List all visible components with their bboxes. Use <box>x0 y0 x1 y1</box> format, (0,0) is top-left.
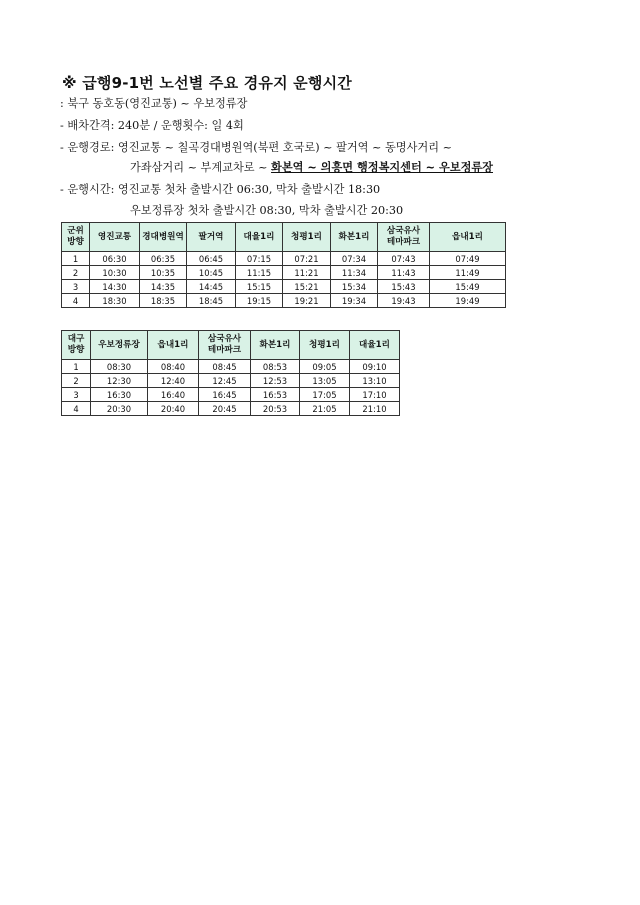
departure-time-cell: 13:10 <box>350 374 400 388</box>
table-row <box>62 360 400 374</box>
gunwi-direction-table <box>61 222 506 308</box>
table-header-row <box>62 223 506 252</box>
table-header-row <box>62 331 400 360</box>
departure-time-cell: 18:35 <box>140 294 187 308</box>
interval-line: - 배차간격: 240분 / 운행횟수: 일 4회 <box>60 119 244 132</box>
departure-time-cell: 21:10 <box>350 402 400 416</box>
departure-time-cell: 20:30 <box>91 402 148 416</box>
stop-header <box>90 223 140 252</box>
departure-time-cell: 15:15 <box>236 280 283 294</box>
trip-number-cell: 2 <box>62 374 91 388</box>
departure-time-cell: 11:49 <box>430 266 506 280</box>
departure-time-cell: 10:45 <box>187 266 236 280</box>
departure-time-cell: 18:45 <box>187 294 236 308</box>
departure-time-cell: 10:30 <box>90 266 140 280</box>
stop-header <box>283 223 331 252</box>
stop-header-text: 화본1리 <box>259 339 291 350</box>
departure-time-cell: 07:34 <box>331 252 378 266</box>
stop-header-text: 우보정류장 <box>98 339 140 350</box>
departure-time-cell: 20:40 <box>148 402 199 416</box>
departure-time-cell: 15:49 <box>430 280 506 294</box>
stop-header <box>251 331 300 360</box>
table-row <box>62 388 400 402</box>
stop-header-text: 대율1리 <box>359 339 390 350</box>
departure-time-cell: 06:30 <box>90 252 140 266</box>
direction-header-text: 군위 <box>67 226 84 237</box>
direction-header-text: 방향 <box>67 237 84 247</box>
departure-time-cell: 10:35 <box>140 266 187 280</box>
departure-time-cell: 12:53 <box>251 374 300 388</box>
stop-header-text: 청평1리 <box>291 231 322 242</box>
stop-header-text: 테마파크 <box>207 345 242 355</box>
departure-time-cell: 19:43 <box>378 294 430 308</box>
departure-time-cell: 11:43 <box>378 266 430 280</box>
route-line: : 북구 동호동(영진교통) ~ 우보정류장 <box>60 97 248 110</box>
departure-time-cell: 20:53 <box>251 402 300 416</box>
departure-time-cell: 12:40 <box>148 374 199 388</box>
path-line-2-plain: 가좌삼거리 ~ 부계교차로 ~ <box>130 161 272 174</box>
path-line-2-highlight: 화본역 ~ 의흥면 행정복지센터 ~ 우보정류장 <box>271 161 493 174</box>
page-title: ※ 급행9-1번 노선별 주요 경유지 운행시간 <box>62 74 352 92</box>
departure-time-cell: 08:30 <box>91 360 148 374</box>
direction-header <box>62 223 90 252</box>
departure-time-cell: 07:49 <box>430 252 506 266</box>
departure-time-cell: 07:21 <box>283 252 331 266</box>
path-line-1: - 운행경로: 영진교통 ~ 칠곡경대병원역(북편 호국로) ~ 팔거역 ~ 동명사거리 ~ <box>60 141 452 154</box>
departure-time-cell: 09:10 <box>350 360 400 374</box>
time-line-1: - 운행시간: 영진교통 첫차 출발시간 06:30, 막차 출발시간 18:30 <box>60 183 381 196</box>
stop-header-text: 경대병원역 <box>142 231 184 242</box>
departure-time-cell: 12:45 <box>199 374 251 388</box>
departure-time-cell: 16:30 <box>91 388 148 402</box>
departure-time-cell: 20:45 <box>199 402 251 416</box>
departure-time-cell: 11:21 <box>283 266 331 280</box>
stop-header-text: 팔거역 <box>198 231 224 242</box>
stop-header-text: 읍내1리 <box>452 231 483 242</box>
departure-time-cell: 12:30 <box>91 374 148 388</box>
stop-header-text: 화본1리 <box>338 231 370 242</box>
departure-time-cell: 07:43 <box>378 252 430 266</box>
trip-number-cell: 4 <box>62 294 90 308</box>
departure-time-cell: 08:40 <box>148 360 199 374</box>
stop-header-text: 대율1리 <box>243 231 275 242</box>
table-row <box>62 374 400 388</box>
departure-time-cell: 11:34 <box>331 266 378 280</box>
departure-time-cell: 08:45 <box>199 360 251 374</box>
stop-header-text: 삼국유사 <box>386 226 421 237</box>
departure-time-cell: 15:21 <box>283 280 331 294</box>
stop-header <box>91 331 148 360</box>
departure-time-cell: 06:35 <box>140 252 187 266</box>
departure-time-cell: 13:05 <box>300 374 350 388</box>
stop-header-text: 영진교통 <box>97 231 132 242</box>
departure-time-cell: 06:45 <box>187 252 236 266</box>
table-row <box>62 252 506 266</box>
stop-header <box>236 223 283 252</box>
departure-time-cell: 09:05 <box>300 360 350 374</box>
stop-header <box>199 331 251 360</box>
trip-number-cell: 1 <box>62 360 91 374</box>
departure-time-cell: 15:34 <box>331 280 378 294</box>
trip-number-cell: 1 <box>62 252 90 266</box>
stop-header <box>430 223 506 252</box>
departure-time-cell: 14:30 <box>90 280 140 294</box>
stop-header <box>148 331 199 360</box>
departure-time-cell: 17:05 <box>300 388 350 402</box>
stop-header <box>350 331 400 360</box>
stop-header <box>187 223 236 252</box>
departure-time-cell: 19:34 <box>331 294 378 308</box>
trip-number-cell: 4 <box>62 402 91 416</box>
table-row <box>62 402 400 416</box>
path-line-2 <box>130 159 493 175</box>
departure-time-cell: 14:35 <box>140 280 187 294</box>
departure-time-cell: 15:43 <box>378 280 430 294</box>
stop-header <box>300 331 350 360</box>
departure-time-cell: 16:53 <box>251 388 300 402</box>
stop-header <box>331 223 378 252</box>
table-row <box>62 294 506 308</box>
departure-time-cell: 19:49 <box>430 294 506 308</box>
stop-header <box>378 223 430 252</box>
stop-header <box>140 223 187 252</box>
departure-time-cell: 19:15 <box>236 294 283 308</box>
departure-time-cell: 16:40 <box>148 388 199 402</box>
departure-time-cell: 17:10 <box>350 388 400 402</box>
direction-header-text: 방향 <box>67 345 85 355</box>
trip-number-cell: 3 <box>62 388 91 402</box>
departure-time-cell: 07:15 <box>236 252 283 266</box>
direction-header <box>62 331 91 360</box>
departure-time-cell: 18:30 <box>90 294 140 308</box>
time-line-2: 우보정류장 첫차 출발시간 08:30, 막차 출발시간 20:30 <box>130 204 404 217</box>
departure-time-cell: 08:53 <box>251 360 300 374</box>
departure-time-cell: 11:15 <box>236 266 283 280</box>
departure-time-cell: 19:21 <box>283 294 331 308</box>
table-row <box>62 280 506 294</box>
departure-time-cell: 14:45 <box>187 280 236 294</box>
stop-header-text: 삼국유사 <box>207 334 242 345</box>
stop-header-text: 청평1리 <box>309 339 340 350</box>
departure-time-cell: 16:45 <box>199 388 251 402</box>
stop-header-text: 테마파크 <box>386 237 421 247</box>
trip-number-cell: 3 <box>62 280 90 294</box>
stop-header-text: 읍내1리 <box>157 339 189 350</box>
table-row <box>62 266 506 280</box>
daegu-direction-table <box>61 330 400 416</box>
trip-number-cell: 2 <box>62 266 90 280</box>
direction-header-text: 대구 <box>67 334 85 345</box>
departure-time-cell: 21:05 <box>300 402 350 416</box>
